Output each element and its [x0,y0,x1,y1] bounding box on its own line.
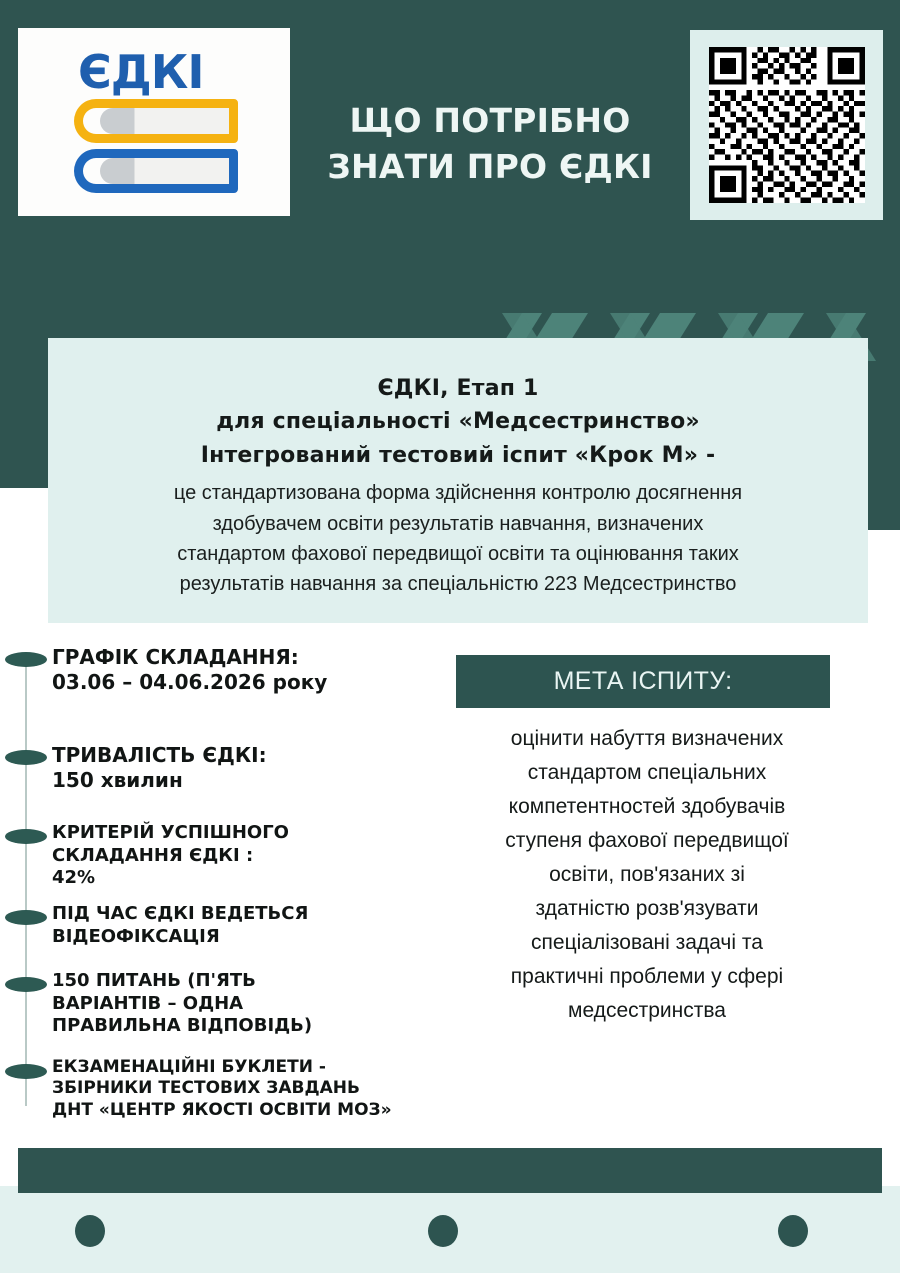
footer-dot-center-icon [428,1215,458,1247]
timeline-bullet-icon [5,750,47,765]
timeline-line: КРИТЕРІЙ УСПІШНОГО [52,822,289,843]
timeline-line: 03.06 – 04.06.2026 року [52,670,328,695]
timeline-line: ЗБІРНИКИ ТЕСТОВИХ ЗАВДАНЬ [52,1078,360,1099]
timeline-item-video-recording-text [52,903,447,948]
timeline-item-question-count-text [52,970,447,1038]
timeline-line: ПРАВИЛЬНА ВІДПОВІДЬ) [52,1015,313,1037]
goal-line: медсестринства [568,999,726,1023]
exam-description-heading [84,372,832,472]
timeline-item-duration-text [52,743,447,793]
book-icon-yellow [74,99,238,143]
heading-line-2: для спеціальності «Медсестринство» [216,409,700,435]
footer-dot-right-icon [778,1215,808,1247]
timeline-line: ВІДЕОФІКСАЦІЯ [52,925,220,947]
page-title-line-2: ЗНАТИ ПРО ЄДКІ [327,146,653,186]
body-line-4: результатів навчання за спеціальністю 223 Медсестринство [179,573,737,596]
timeline-line: 150 хвилин [52,768,183,793]
goal-line: оцінити набуття визначених [510,727,784,750]
qr-code-icon[interactable] [709,47,865,203]
timeline-rail [25,666,27,1106]
footer-dot-left-icon [75,1215,105,1247]
timeline-line: 42% [52,867,96,889]
exam-description-panel [48,338,868,623]
timeline-line: 150 ПИТАНЬ (П'ЯТЬ [52,970,256,991]
timeline-bullet-icon [5,1064,47,1079]
timeline-line: ПІД ЧАС ЄДКІ ВЕДЕТЬСЯ [52,903,309,924]
body-line-3: стандартом фахової передвищої освіти та оцінювання таких [177,543,739,566]
book-icon-blue [74,149,238,193]
goal-line: компетентностей здобувачів [508,795,786,819]
heading-line-3: Інтегрований тестовий іспит «Крок М» - [200,442,716,468]
exam-goal-header [456,655,830,708]
edki-logo [18,28,290,216]
page-title [300,98,680,189]
timeline-line: ЕКЗАМЕНАЦІЙНІ БУКЛЕТИ - [52,1057,326,1077]
timeline-line: СКЛАДАННЯ ЄДКІ : [52,844,254,866]
timeline-line: ГРАФІК СКЛАДАННЯ: [52,645,299,669]
heading-line-1: ЄДКІ, Етап 1 [377,376,539,401]
logo-wordmark: ЄДКІ [78,45,204,99]
goal-line: спеціалізовані задачі та [531,931,763,955]
timeline-line: ВАРІАНТІВ – ОДНА [52,992,244,1014]
goal-line: практичні проблеми у сфері [510,965,784,989]
timeline-line: ТРИВАЛІСТЬ ЄДКІ: [52,743,267,767]
goal-line: стандартом спеціальних [527,761,767,785]
timeline-bullet-icon [5,910,47,925]
footer-bar [18,1148,882,1193]
timeline-item-pass-criterion-text [52,822,447,890]
timeline-item-schedule-text [52,645,447,695]
body-line-1: це стандартизована форма здійснення контролю досягнення [173,482,743,505]
goal-line: ступеня фахової передвищої [505,829,789,853]
timeline-bullet-icon [5,977,47,992]
body-line-2: здобувачем освіти результатів навчання, визначених [212,512,704,535]
goal-line: здатністю розв'язувати [535,897,759,921]
exam-description-body [84,478,832,600]
qr-code-card[interactable] [690,30,883,220]
page-title-line-1: ЩО ПОТРІБНО [349,101,631,140]
timeline-line: ДНТ «ЦЕНТР ЯКОСТІ ОСВІТИ МОЗ» [52,1099,392,1120]
timeline-item-booklets-text [52,1057,447,1121]
exam-goal-header-text: МЕТА ІСПИТУ: [553,667,733,695]
exam-goal-body [452,722,842,1028]
timeline-bullet-icon [5,652,47,667]
exam-facts-timeline [0,645,450,1122]
timeline-bullet-icon [5,829,47,844]
goal-line: освіти, пов'язаних зі [549,863,745,887]
